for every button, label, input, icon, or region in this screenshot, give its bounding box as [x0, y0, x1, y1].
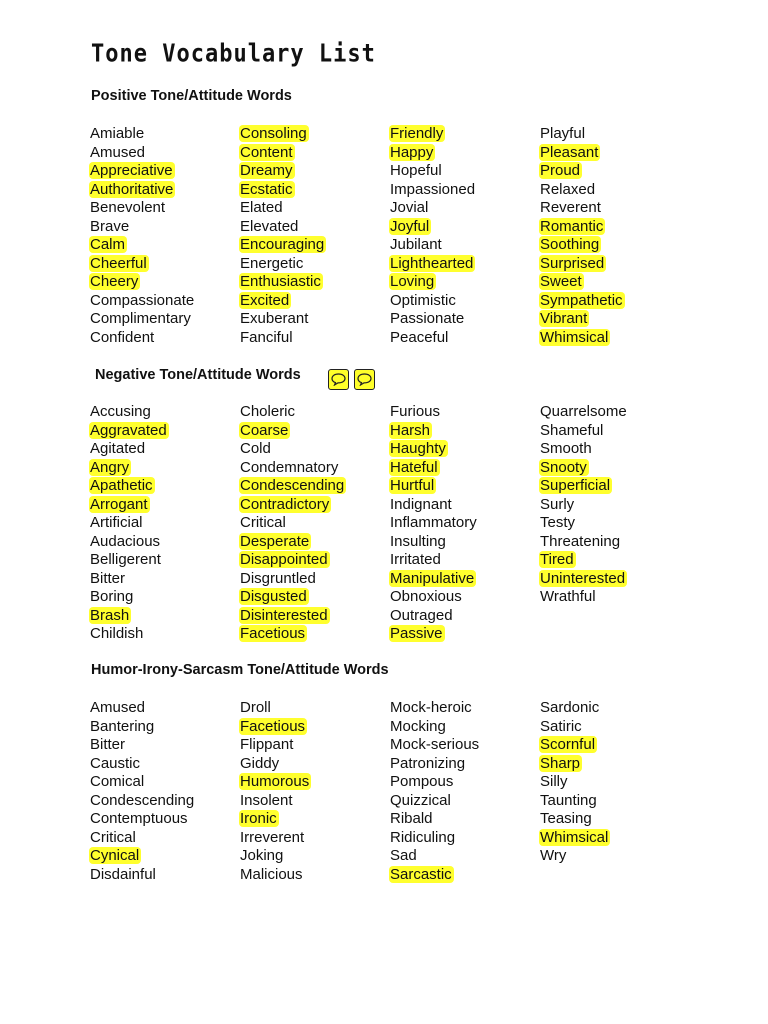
word	[240, 570, 390, 589]
word	[390, 699, 540, 718]
word-text: Lighthearted	[390, 254, 474, 272]
word-text: Satiric	[540, 717, 582, 735]
word-text: Aggravated	[90, 421, 167, 439]
word-text: Cheery	[90, 273, 139, 290]
word-text: Encouraging	[240, 236, 325, 253]
word	[390, 607, 540, 626]
word-text: Sharp	[540, 754, 581, 772]
word	[90, 514, 240, 533]
page-title: Tone Vocabulary List	[91, 40, 376, 68]
word-text: Peaceful	[390, 328, 449, 346]
highlighted-word	[390, 125, 540, 144]
word-text: Comical	[90, 773, 145, 790]
word-grid-humor	[90, 699, 710, 884]
word	[540, 810, 690, 829]
highlighted-word	[240, 496, 390, 515]
word-text: Scornful	[540, 736, 596, 753]
word-text: Arrogant	[90, 495, 148, 513]
word-text: Disgusted	[240, 588, 307, 605]
word-text: Artificial	[90, 514, 143, 531]
highlighted-word	[540, 477, 690, 496]
word-text: Sympathetic	[540, 291, 623, 309]
word-text: Desperate	[240, 532, 310, 550]
word-text: Testy	[540, 514, 576, 531]
word-text: Disinterested	[240, 606, 328, 624]
highlighted-word	[90, 459, 240, 478]
highlighted-word	[390, 459, 540, 478]
highlighted-word	[390, 477, 540, 496]
word-text: Manipulative	[390, 569, 475, 587]
word-text: Smooth	[540, 440, 592, 457]
word	[390, 551, 540, 570]
word-text: Calm	[90, 236, 126, 253]
word	[540, 199, 690, 218]
word-text: Disdainful	[90, 865, 156, 883]
word-text: Hurtful	[390, 477, 435, 494]
word-text: Apathetic	[90, 477, 153, 494]
word-text: Choleric	[240, 403, 296, 420]
word-text: Obnoxious	[390, 588, 462, 605]
word-text: Bitter	[90, 736, 126, 753]
word	[390, 792, 540, 811]
word-text: Fanciful	[240, 328, 293, 346]
highlighted-word	[540, 292, 690, 311]
word-text: Superficial	[540, 477, 611, 494]
word-column	[90, 699, 240, 884]
word-text: Content	[240, 143, 293, 161]
word-text: Exuberant	[240, 310, 309, 327]
word-text: Facetious	[240, 717, 306, 735]
highlighted-word	[90, 162, 240, 181]
word	[240, 514, 390, 533]
word	[540, 718, 690, 737]
word	[240, 699, 390, 718]
word-text: Inflammatory	[390, 514, 477, 531]
highlighted-word	[540, 144, 690, 163]
highlighted-word	[240, 533, 390, 552]
word	[390, 533, 540, 552]
word-text: Surly	[540, 495, 575, 513]
word-text: Insulting	[390, 532, 446, 550]
word	[90, 329, 240, 348]
word-text: Patronizing	[390, 754, 466, 772]
word-text: Snooty	[540, 458, 587, 476]
word-text: Audacious	[90, 532, 161, 550]
word	[90, 310, 240, 329]
word-text: Appreciative	[90, 162, 173, 179]
section-heading-humor: Humor-Irony-Sarcasm Tone/Attitude Words	[91, 662, 389, 678]
highlighted-word	[390, 255, 540, 274]
highlighted-word	[240, 125, 390, 144]
word	[240, 403, 390, 422]
highlighted-word	[540, 329, 690, 348]
word-text: Threatening	[540, 532, 621, 550]
word	[540, 588, 690, 607]
highlighted-word	[240, 810, 390, 829]
word	[240, 218, 390, 237]
word-text: Disgruntled	[240, 569, 316, 587]
word-text: Silly	[540, 773, 568, 790]
word	[540, 847, 690, 866]
word	[90, 570, 240, 589]
word-column	[390, 699, 540, 884]
word	[90, 755, 240, 774]
highlighted-word	[390, 273, 540, 292]
word-text: Consoling	[240, 125, 307, 142]
highlighted-word	[240, 588, 390, 607]
word	[90, 829, 240, 848]
word-text: Tired	[540, 551, 574, 568]
word	[390, 403, 540, 422]
word-text: Bantering	[90, 717, 155, 735]
word	[90, 125, 240, 144]
word	[90, 551, 240, 570]
highlighted-word	[540, 829, 690, 848]
word	[90, 736, 240, 755]
word	[240, 255, 390, 274]
word-text: Shameful	[540, 421, 604, 439]
word	[390, 810, 540, 829]
word-text: Mocking	[390, 717, 446, 735]
word-text: Flippant	[240, 736, 294, 753]
word-text: Energetic	[240, 254, 304, 272]
word	[390, 199, 540, 218]
word-text: Playful	[540, 125, 586, 142]
word	[540, 125, 690, 144]
word	[390, 310, 540, 329]
word-text: Critical	[90, 828, 136, 846]
word-text: Sardonic	[540, 699, 600, 716]
word	[240, 866, 390, 885]
word-column	[540, 403, 690, 644]
section-heading-negative: Negative Tone/Attitude Words	[95, 367, 301, 383]
word-text: Passionate	[390, 310, 465, 327]
word-text: Compassionate	[90, 291, 195, 309]
word-text: Uninterested	[540, 569, 626, 587]
speech-bubble-icon[interactable]	[354, 369, 375, 390]
word-column	[240, 699, 390, 884]
word-text: Pleasant	[540, 143, 599, 161]
word	[540, 533, 690, 552]
highlighted-word	[540, 273, 690, 292]
word-text: Wry	[540, 847, 567, 864]
word	[240, 440, 390, 459]
word-grid-positive	[90, 125, 710, 347]
word-text: Jovial	[390, 199, 429, 216]
word	[90, 440, 240, 459]
word-text: Boring	[90, 588, 134, 605]
word-text: Insolent	[240, 791, 293, 809]
word-text: Ironic	[240, 810, 277, 827]
highlighted-word	[90, 607, 240, 626]
highlighted-word	[240, 144, 390, 163]
word-text: Brash	[90, 606, 130, 624]
word	[90, 588, 240, 607]
word-text: Caustic	[90, 754, 141, 772]
word-text: Excited	[240, 291, 290, 309]
word	[390, 162, 540, 181]
word-text: Friendly	[390, 125, 444, 142]
word	[240, 755, 390, 774]
word-text: Brave	[90, 217, 130, 235]
word-text: Elated	[240, 199, 283, 216]
highlighted-word	[240, 236, 390, 255]
word-text: Enthusiastic	[240, 273, 321, 290]
word-text: Bitter	[90, 569, 126, 587]
word-text: Accusing	[90, 403, 151, 420]
word-text: Teasing	[540, 810, 592, 827]
word-column	[540, 125, 690, 347]
highlighted-word	[540, 218, 690, 237]
word	[390, 329, 540, 348]
word-text: Harsh	[390, 421, 431, 439]
highlighted-word	[540, 236, 690, 255]
word-text: Whimsical	[540, 328, 609, 346]
word	[90, 144, 240, 163]
word-text: Proud	[540, 162, 581, 179]
word	[540, 792, 690, 811]
word-text: Indignant	[390, 495, 452, 513]
word-text: Coarse	[240, 421, 289, 439]
word	[90, 199, 240, 218]
word-text: Disappointed	[240, 551, 328, 568]
word-text: Joyful	[390, 217, 430, 235]
word-text: Amused	[90, 699, 146, 716]
word-text: Ecstatic	[240, 180, 293, 198]
word-text: Whimsical	[540, 828, 609, 846]
word-text: Angry	[90, 458, 130, 476]
word	[90, 699, 240, 718]
highlighted-word	[390, 422, 540, 441]
word	[390, 292, 540, 311]
word-text: Mock-heroic	[390, 699, 472, 716]
word-column	[240, 403, 390, 644]
word-text: Irritated	[390, 551, 441, 568]
highlighted-word	[90, 422, 240, 441]
word-grid-negative	[90, 403, 710, 644]
word	[540, 181, 690, 200]
word-text: Elevated	[240, 217, 299, 235]
word-text: Agitated	[90, 440, 146, 457]
word-text: Condemnatory	[240, 458, 339, 476]
word	[240, 459, 390, 478]
word-text: Reverent	[540, 199, 601, 216]
highlighted-word	[540, 570, 690, 589]
word	[390, 588, 540, 607]
word	[390, 829, 540, 848]
word	[90, 292, 240, 311]
highlighted-word	[390, 625, 540, 644]
word-text: Critical	[240, 514, 286, 531]
word-text: Ribald	[390, 810, 433, 827]
word	[90, 218, 240, 237]
highlighted-word	[390, 218, 540, 237]
word-text: Giddy	[240, 754, 280, 772]
word	[390, 755, 540, 774]
highlighted-word	[90, 236, 240, 255]
word	[390, 718, 540, 737]
highlighted-word	[90, 255, 240, 274]
highlighted-word	[390, 144, 540, 163]
word-text: Romantic	[540, 217, 604, 235]
word-column	[390, 403, 540, 644]
word	[540, 440, 690, 459]
word-text: Vibrant	[540, 310, 588, 327]
word-text: Loving	[390, 273, 435, 290]
highlighted-word	[540, 736, 690, 755]
word-text: Furious	[390, 403, 441, 420]
word-text: Ridiculing	[390, 828, 456, 846]
word-text: Quarrelsome	[540, 403, 627, 420]
highlighted-word	[240, 607, 390, 626]
word	[540, 422, 690, 441]
word-text: Joking	[240, 847, 284, 864]
word	[240, 736, 390, 755]
highlighted-word	[240, 625, 390, 644]
word-text: Complimentary	[90, 310, 191, 327]
highlighted-word	[540, 755, 690, 774]
word-text: Taunting	[540, 791, 597, 809]
highlighted-word	[540, 310, 690, 329]
word-text: Hopeful	[390, 162, 442, 179]
word-text: Contradictory	[240, 495, 330, 513]
highlighted-word	[240, 718, 390, 737]
highlighted-word	[240, 162, 390, 181]
highlighted-word	[240, 422, 390, 441]
word-text: Jubilant	[390, 236, 442, 253]
word	[90, 810, 240, 829]
word-text: Surprised	[540, 254, 605, 272]
highlighted-word	[90, 477, 240, 496]
highlighted-word	[540, 162, 690, 181]
word-text: Impassioned	[390, 180, 476, 198]
highlighted-word	[90, 496, 240, 515]
word-text: Sweet	[540, 273, 582, 290]
word-text: Droll	[240, 699, 271, 716]
word-text: Authoritative	[90, 180, 174, 198]
word-column	[390, 125, 540, 347]
highlighted-word	[240, 477, 390, 496]
word	[540, 514, 690, 533]
word-text: Condescending	[90, 791, 195, 809]
word-column	[90, 403, 240, 644]
word	[540, 699, 690, 718]
word	[390, 236, 540, 255]
word	[390, 496, 540, 515]
word-text: Dreamy	[240, 162, 293, 179]
word-text: Condescending	[240, 477, 345, 494]
highlighted-word	[240, 773, 390, 792]
word-text: Relaxed	[540, 180, 596, 198]
word	[240, 310, 390, 329]
word-text: Haughty	[390, 440, 446, 457]
highlighted-word	[240, 273, 390, 292]
word-text: Happy	[390, 143, 434, 161]
word	[540, 496, 690, 515]
word	[240, 329, 390, 348]
word	[240, 199, 390, 218]
word-text: Benevolent	[90, 199, 166, 216]
word-text: Childish	[90, 625, 144, 642]
word	[390, 847, 540, 866]
word-text: Quizzical	[390, 791, 451, 809]
word-text: Optimistic	[390, 291, 456, 309]
word	[390, 736, 540, 755]
word-text: Sarcastic	[390, 865, 452, 883]
section-heading-positive: Positive Tone/Attitude Words	[91, 88, 292, 104]
comment-icons	[328, 369, 375, 390]
word	[540, 403, 690, 422]
word-text: Amused	[90, 143, 146, 161]
highlighted-word	[540, 551, 690, 570]
word-text: Wrathful	[540, 588, 596, 605]
highlighted-word	[90, 847, 240, 866]
speech-bubble-icon[interactable]	[328, 369, 349, 390]
word-text: Pompous	[390, 773, 454, 790]
highlighted-word	[240, 551, 390, 570]
word	[90, 792, 240, 811]
highlighted-word	[540, 459, 690, 478]
word-text: Sad	[390, 847, 417, 864]
highlighted-word	[390, 866, 540, 885]
word-text: Mock-serious	[390, 736, 480, 753]
word-column	[540, 699, 690, 884]
word-text: Confident	[90, 328, 155, 346]
highlighted-word	[240, 292, 390, 311]
word	[90, 866, 240, 885]
word	[240, 829, 390, 848]
word-text: Cheerful	[90, 254, 147, 272]
word	[540, 773, 690, 792]
word-column	[90, 125, 240, 347]
word-text: Facetious	[240, 625, 306, 642]
word	[390, 773, 540, 792]
word	[390, 181, 540, 200]
word	[90, 773, 240, 792]
word	[90, 625, 240, 644]
word-text: Irreverent	[240, 828, 305, 846]
word-text: Amiable	[90, 125, 145, 142]
highlighted-word	[540, 255, 690, 274]
word	[240, 847, 390, 866]
word-text: Soothing	[540, 236, 600, 253]
word-text: Hateful	[390, 458, 438, 476]
word	[90, 718, 240, 737]
highlighted-word	[390, 570, 540, 589]
word-text: Passive	[390, 625, 443, 642]
highlighted-word	[90, 273, 240, 292]
word-text: Outraged	[390, 606, 453, 624]
word-text: Humorous	[240, 773, 310, 790]
word-text: Cold	[240, 440, 271, 457]
word-text: Cynical	[90, 847, 140, 864]
highlighted-word	[390, 440, 540, 459]
highlighted-word	[90, 181, 240, 200]
word	[390, 514, 540, 533]
word-text: Belligerent	[90, 551, 161, 568]
word-column	[240, 125, 390, 347]
word-text: Contemptuous	[90, 810, 188, 827]
word	[240, 792, 390, 811]
highlighted-word	[240, 181, 390, 200]
word	[90, 533, 240, 552]
word	[90, 403, 240, 422]
word-text: Malicious	[240, 865, 303, 883]
